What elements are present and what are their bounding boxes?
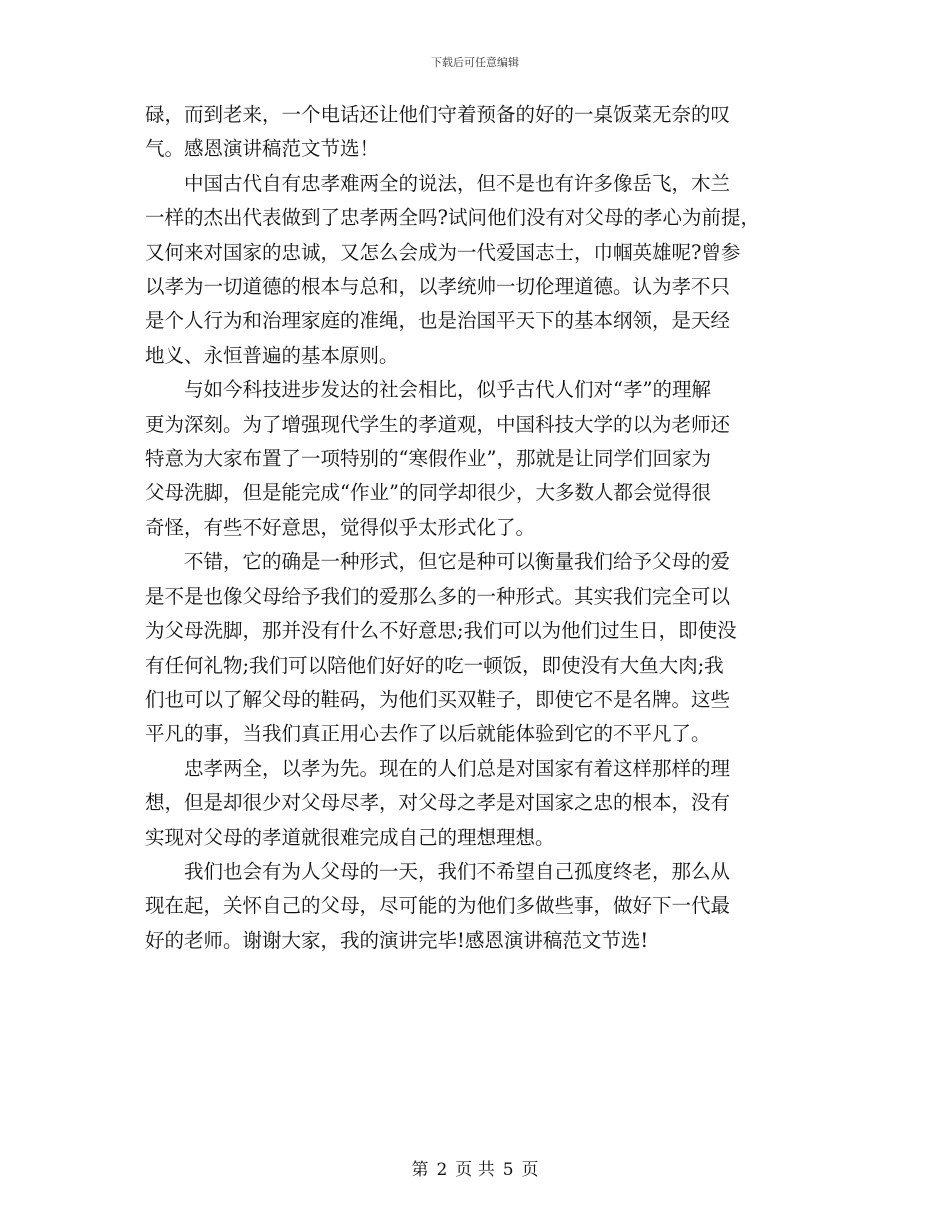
footer-page-number: 2 <box>436 1160 448 1180</box>
paragraph <box>145 752 805 855</box>
text-line: 特意为大家布置了一项特别的“寒假作业”，那就是让同学们回家为 <box>145 447 711 471</box>
text-line: 是个人行为和治理家庭的准绳，也是治国平天下的基本纲领，是天经 <box>145 309 731 333</box>
paragraph <box>145 855 805 958</box>
text-line: 为父母洗脚，那并没有什么不好意思;我们可以为他们过生日，即使没 <box>145 619 737 643</box>
text-line: 忠孝两全，以孝为先。现在的人们总是对国家有着这样那样的理 <box>184 756 731 780</box>
text-line: 平凡的事，当我们真正用心去作了以后就能体验到它的不平凡了。 <box>145 722 711 746</box>
text-line: 奇怪，有些不好意思，觉得似乎太形式化了。 <box>145 515 536 539</box>
text-line: 又何来对国家的忠诚，又怎么会成为一代爱国志士，巾帼英雄呢?曾参 <box>145 240 741 264</box>
text-line: 好的老师。谢谢大家，我的演讲完毕!感恩演讲稿范文节选! <box>145 928 649 952</box>
footer-total-pages: 5 <box>502 1160 514 1180</box>
page-footer <box>0 1155 950 1180</box>
footer-prefix: 第 <box>411 1160 429 1180</box>
text-line: 现在起，关怀自己的父母，尽可能的为他们多做些事，做好下一代最 <box>145 894 731 918</box>
text-line: 父母洗脚，但是能完成“作业”的同学却很少，大多数人都会觉得很 <box>145 481 711 505</box>
text-line: 地义、永恒普遍的基本原则。 <box>145 343 399 367</box>
text-line: 想，但是却很少对父母尽孝，对父母之孝是对国家之忠的根本，没有 <box>145 791 731 815</box>
text-line: 一样的杰出代表做到了忠孝两全吗?试问他们没有对父母的孝心为前提， <box>145 206 760 230</box>
paragraph <box>145 545 805 751</box>
text-line: 更为深刻。为了增强现代学生的孝道观，中国科技大学的以为老师还 <box>145 412 731 436</box>
text-line: 中国古代自有忠孝难两全的说法，但不是也有许多像岳飞，木兰 <box>184 171 731 195</box>
text-line: 气。感恩演讲稿范文节选！ <box>145 137 380 161</box>
text-line: 碌，而到老来，一个电话还让他们守着预备的好的一桌饭菜无奈的叹 <box>145 103 731 126</box>
text-line: 我们也会有为人父母的一天，我们不希望自己孤度终老，那么从 <box>184 859 731 883</box>
footer-middle: 页 共 <box>455 1160 495 1180</box>
text-line: 与如今科技进步发达的社会相比，似乎古代人们对“孝”的理解 <box>184 378 711 402</box>
text-line: 是不是也像父母给予我们的爱那么多的一种形式。其实我们完全可以 <box>145 584 731 608</box>
document-body <box>145 98 805 958</box>
text-line: 实现对父母的孝道就很难完成自己的理想理想。 <box>145 825 555 849</box>
text-line: 们也可以了解父母的鞋码，为他们买双鞋子，即使它不是名牌。这些 <box>145 687 731 711</box>
text-line: 不错，它的确是一种形式，但它是种可以衡量我们给予父母的爱 <box>184 550 731 574</box>
text-line: 有任何礼物;我们可以陪他们好好的吃一顿饭，即使没有大鱼大肉;我 <box>145 653 724 677</box>
text-line: 以孝为一切道德的根本与总和，以孝统帅一切伦理道德。认为孝不只 <box>145 275 731 299</box>
paragraph <box>145 167 805 373</box>
paragraph <box>145 98 805 167</box>
footer-suffix: 页 <box>521 1160 539 1180</box>
page-header: 下载后可任意编辑 <box>431 56 519 69</box>
paragraph <box>145 373 805 545</box>
